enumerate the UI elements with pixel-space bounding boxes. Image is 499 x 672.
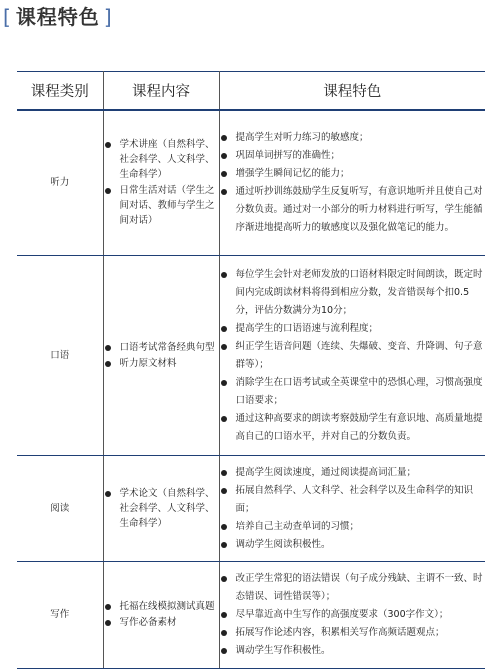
feature-item: 拓展自然科学、人文科学、社会科学以及生命科学的知识面； bbox=[220, 482, 486, 518]
content-item: 托福在线模拟测试真题 bbox=[104, 599, 219, 614]
feature-item: 提高学生阅读速度，通过阅读提高词汇量； bbox=[220, 464, 486, 482]
feature-item: 提高学生对听力练习的敏感度； bbox=[220, 129, 486, 147]
feature-item: 巩固单词拼写的准确性； bbox=[220, 147, 486, 165]
header-category: 课程类别 bbox=[17, 72, 103, 111]
heading-text: 课程特色 bbox=[15, 5, 100, 29]
content-item: 学术论文（自然科学、社会科学、人文科学、生命科学） bbox=[104, 486, 219, 531]
category-cell: 口语 bbox=[17, 256, 103, 456]
table-row-speaking bbox=[17, 256, 485, 456]
section-heading bbox=[3, 2, 113, 32]
content-item: 写作必备素材 bbox=[104, 615, 219, 630]
feature-item: 拓展写作论述内容，积累相关写作高频话题观点； bbox=[220, 624, 486, 642]
feature-item: 调动学生写作积极性。 bbox=[220, 642, 486, 660]
course-features-table bbox=[17, 71, 485, 669]
features-cell bbox=[219, 110, 485, 256]
feature-item: 改正学生常犯的语法错误（句子成分残缺、主谓不一致、时态错误、词性错误等）； bbox=[220, 570, 486, 606]
features-cell bbox=[219, 456, 485, 562]
header-content: 课程内容 bbox=[103, 72, 219, 111]
feature-item: 尽早靠近高中生写作的高强度要求（300字作文）； bbox=[220, 606, 486, 624]
content-item: 口语考试常备经典句型 bbox=[104, 340, 219, 355]
content-item: 日常生活对话（学生之间对话、教师与学生之间对话） bbox=[104, 183, 219, 228]
feature-item: 提高学生的口语语速与流利程度； bbox=[220, 320, 486, 338]
header-features: 课程特色 bbox=[219, 72, 485, 111]
content-cell bbox=[103, 456, 219, 562]
features-cell bbox=[219, 256, 485, 456]
feature-item: 增强学生瞬间记忆的能力； bbox=[220, 165, 486, 183]
table-row-reading bbox=[17, 456, 485, 562]
category-cell: 阅读 bbox=[17, 456, 103, 562]
feature-item: 调动学生阅读积极性。 bbox=[220, 536, 486, 554]
table-row-writing bbox=[17, 562, 485, 669]
content-cell bbox=[103, 562, 219, 669]
features-cell bbox=[219, 562, 485, 669]
feature-item: 消除学生在口语考试或全英课堂中的恐惧心理，习惯高强度口语要求； bbox=[220, 374, 486, 410]
category-cell: 写作 bbox=[17, 562, 103, 669]
heading-bracket-close: ] bbox=[103, 5, 113, 29]
heading-bracket-open: [ bbox=[3, 5, 12, 29]
table-header-row bbox=[17, 72, 485, 111]
table-row-listening bbox=[17, 110, 485, 256]
feature-item: 培养自己主动查单词的习惯； bbox=[220, 518, 486, 536]
feature-item: 纠正学生语音问题（连续、失爆破、变音、升降调、句子意群等）； bbox=[220, 338, 486, 374]
feature-item: 通过这种高要求的朗读考察鼓励学生有意识地、高质量地提高自己的口语水平，并对自己的分数负责。 bbox=[220, 410, 486, 446]
feature-item: 每位学生会针对老师发放的口语材料限定时间朗读，既定时间内完成朗读材料将得到相应分数，发音错误每个扣0.5分，评估分数满分为10分； bbox=[220, 266, 486, 320]
content-item: 学术讲座（自然科学、社会科学、人文科学、生命科学） bbox=[104, 137, 219, 182]
feature-item: 通过听抄训练鼓励学生反复听写，有意识地听并且使自己对分数负责。通过对一小部分的听力材料进行听写，学生能循序渐进地提高听力的敏感度以及强化做笔记的能力。 bbox=[220, 183, 486, 237]
content-cell bbox=[103, 256, 219, 456]
category-cell: 听力 bbox=[17, 110, 103, 256]
content-cell bbox=[103, 110, 219, 256]
content-item: 听力原文材料 bbox=[104, 356, 219, 371]
